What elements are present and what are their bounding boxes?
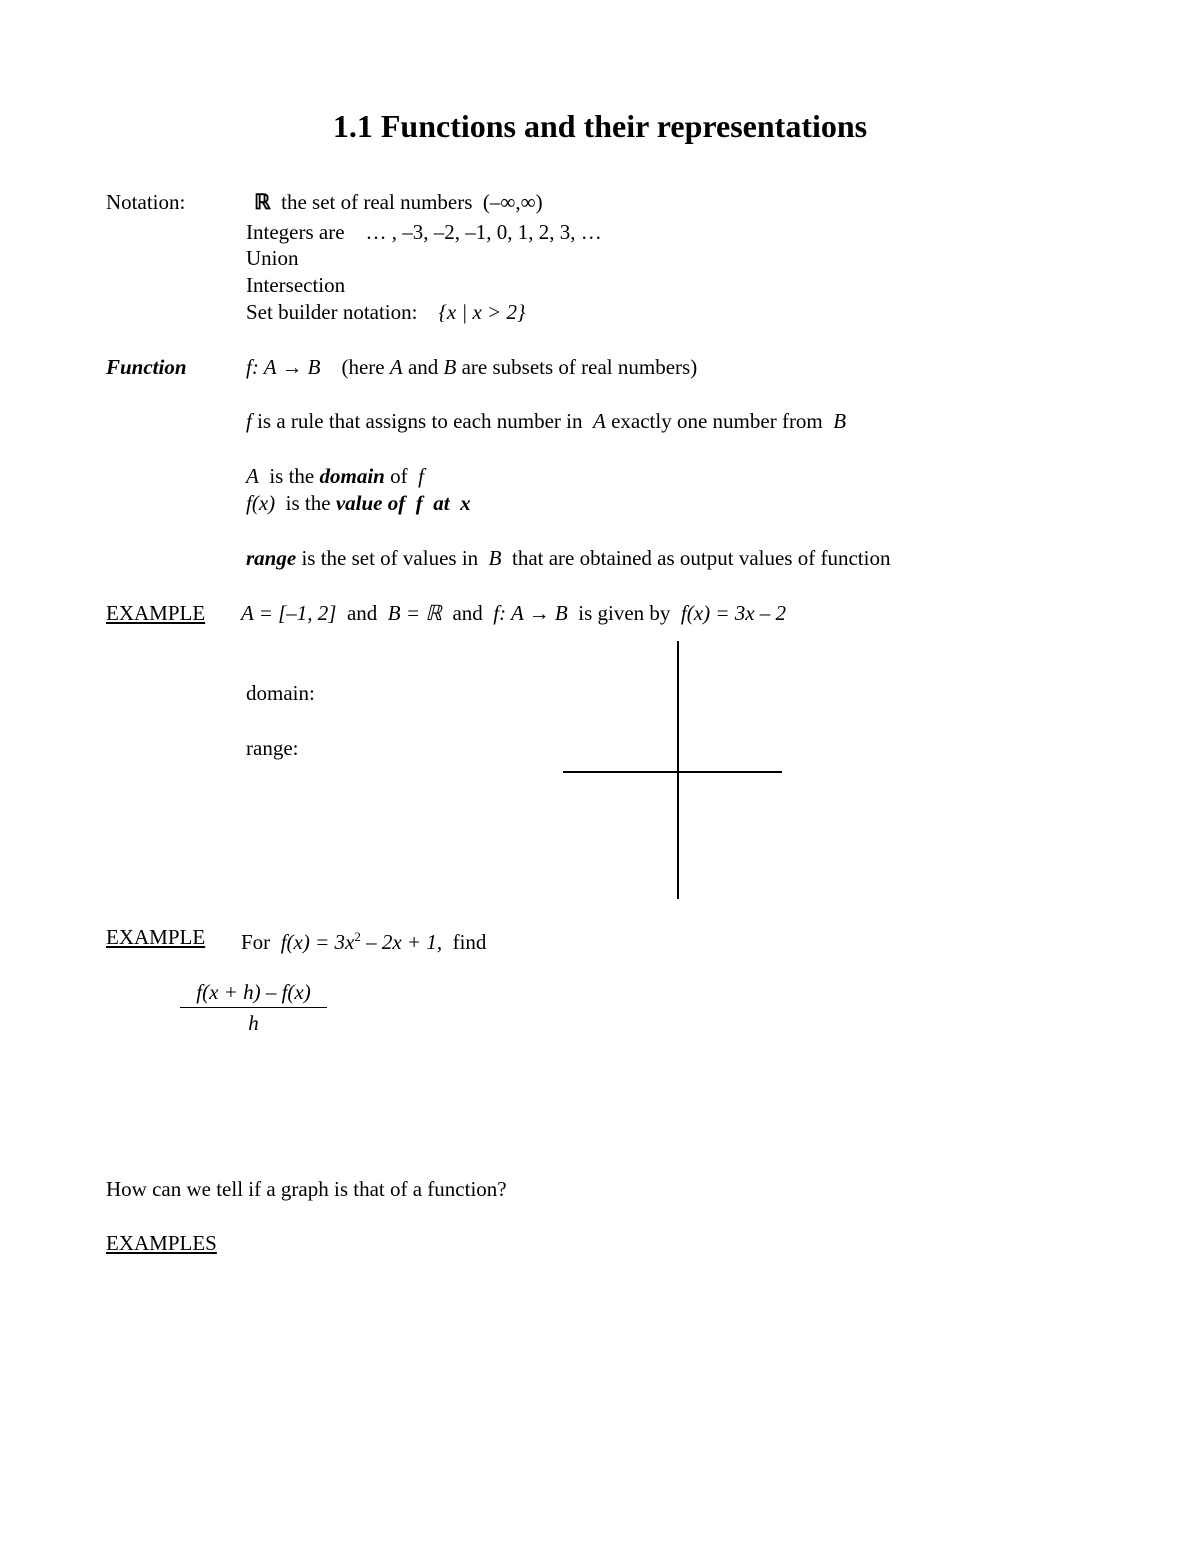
range-word: range [246, 546, 297, 570]
real-numbers-line [254, 190, 543, 214]
example-1-and-2: and [452, 601, 483, 625]
example-1-formula: f(x) = 3x – 2 [680, 601, 787, 625]
example-1-B: B = ℝ [387, 601, 442, 625]
x-axis-line [563, 771, 782, 773]
example-1-and-1: and [346, 601, 378, 625]
difference-quotient [180, 980, 327, 1036]
mapping-f: f [246, 355, 252, 379]
example-1-statement [241, 601, 786, 625]
example-1-given: is given by [578, 601, 671, 625]
mapping-note-A: A [389, 355, 403, 379]
domain-definition-line [246, 464, 424, 488]
domain-of: of [390, 464, 408, 488]
mapping-note-and: and [407, 355, 439, 379]
example-2-exponent: 2 [354, 929, 361, 944]
domain-is: is the [269, 464, 315, 488]
set-builder-expression: {x | x > 2} [438, 300, 526, 324]
union-line: Union [246, 246, 299, 270]
notation-label: Notation: [106, 190, 186, 214]
range-text-2: that are obtained as output values of function [511, 546, 891, 570]
rule-f: f [246, 409, 252, 433]
value-at: at [433, 491, 450, 515]
example-1-range-label: range: [246, 736, 299, 760]
example-1-A: A = [–1, 2] [241, 601, 337, 625]
real-numbers-symbol: ℝ [254, 190, 271, 214]
graph-question: How can we tell if a graph is that of a function? [106, 1177, 507, 1201]
rule-B: B [833, 409, 847, 433]
page-title: 1.1 Functions and their representations [332, 108, 868, 144]
y-axis-line [677, 641, 679, 899]
real-numbers-text: the set of real numbers [281, 190, 473, 214]
examples-label: EXAMPLES [106, 1231, 217, 1255]
rule-text-2: exactly one number from [611, 409, 823, 433]
example-2-label: EXAMPLE [106, 925, 206, 949]
intersection-line: Intersection [246, 273, 346, 297]
example-1-mapping: f: A → B [493, 601, 568, 625]
value-x: x [460, 491, 471, 515]
integers-line [246, 220, 602, 244]
example-2-formula-lhs: f(x) = 3x [280, 930, 355, 954]
range-B: B [488, 546, 502, 570]
mapping-note-close: are subsets of real numbers) [461, 355, 698, 379]
mapping-note-open: (here [341, 355, 385, 379]
function-mapping-line [246, 355, 697, 379]
integers-label: Integers are [246, 220, 345, 244]
range-text: is the set of values in [301, 546, 479, 570]
function-rule-line [246, 409, 846, 433]
difference-quotient-numerator: f(x + h) – f(x) [180, 980, 327, 1008]
function-label: Function [106, 355, 187, 379]
mapping-note-B: B [443, 355, 457, 379]
rule-A: A [593, 409, 606, 433]
set-builder-label: Set builder notation: [246, 300, 418, 324]
difference-quotient-denominator: h [248, 1011, 259, 1035]
value-f: f [415, 491, 423, 515]
domain-word: domain [319, 464, 385, 488]
range-definition-line [246, 546, 890, 570]
integers-list: … , –3, –2, –1, 0, 1, 2, 3, … [365, 220, 602, 244]
example-2-formula-rhs: – 2x + 1, [360, 930, 443, 954]
example-2-find: find [452, 930, 487, 954]
domain-A: A [246, 464, 259, 488]
example-2-statement [241, 925, 486, 954]
example-1-domain-label: domain: [246, 681, 315, 705]
value-is: is the [285, 491, 331, 515]
example-1-label: EXAMPLE [106, 601, 206, 625]
value-word: value of [335, 491, 406, 515]
rule-text: is a rule that assigns to each number in [257, 409, 583, 433]
mapping-rest: : A → B [251, 355, 321, 379]
value-fx: f(x) [246, 491, 276, 515]
domain-f: f [418, 464, 424, 488]
value-definition-line [246, 491, 471, 515]
example-2-for: For [241, 930, 271, 954]
set-builder-line [246, 300, 525, 324]
real-numbers-interval: (–∞,∞) [482, 190, 543, 214]
